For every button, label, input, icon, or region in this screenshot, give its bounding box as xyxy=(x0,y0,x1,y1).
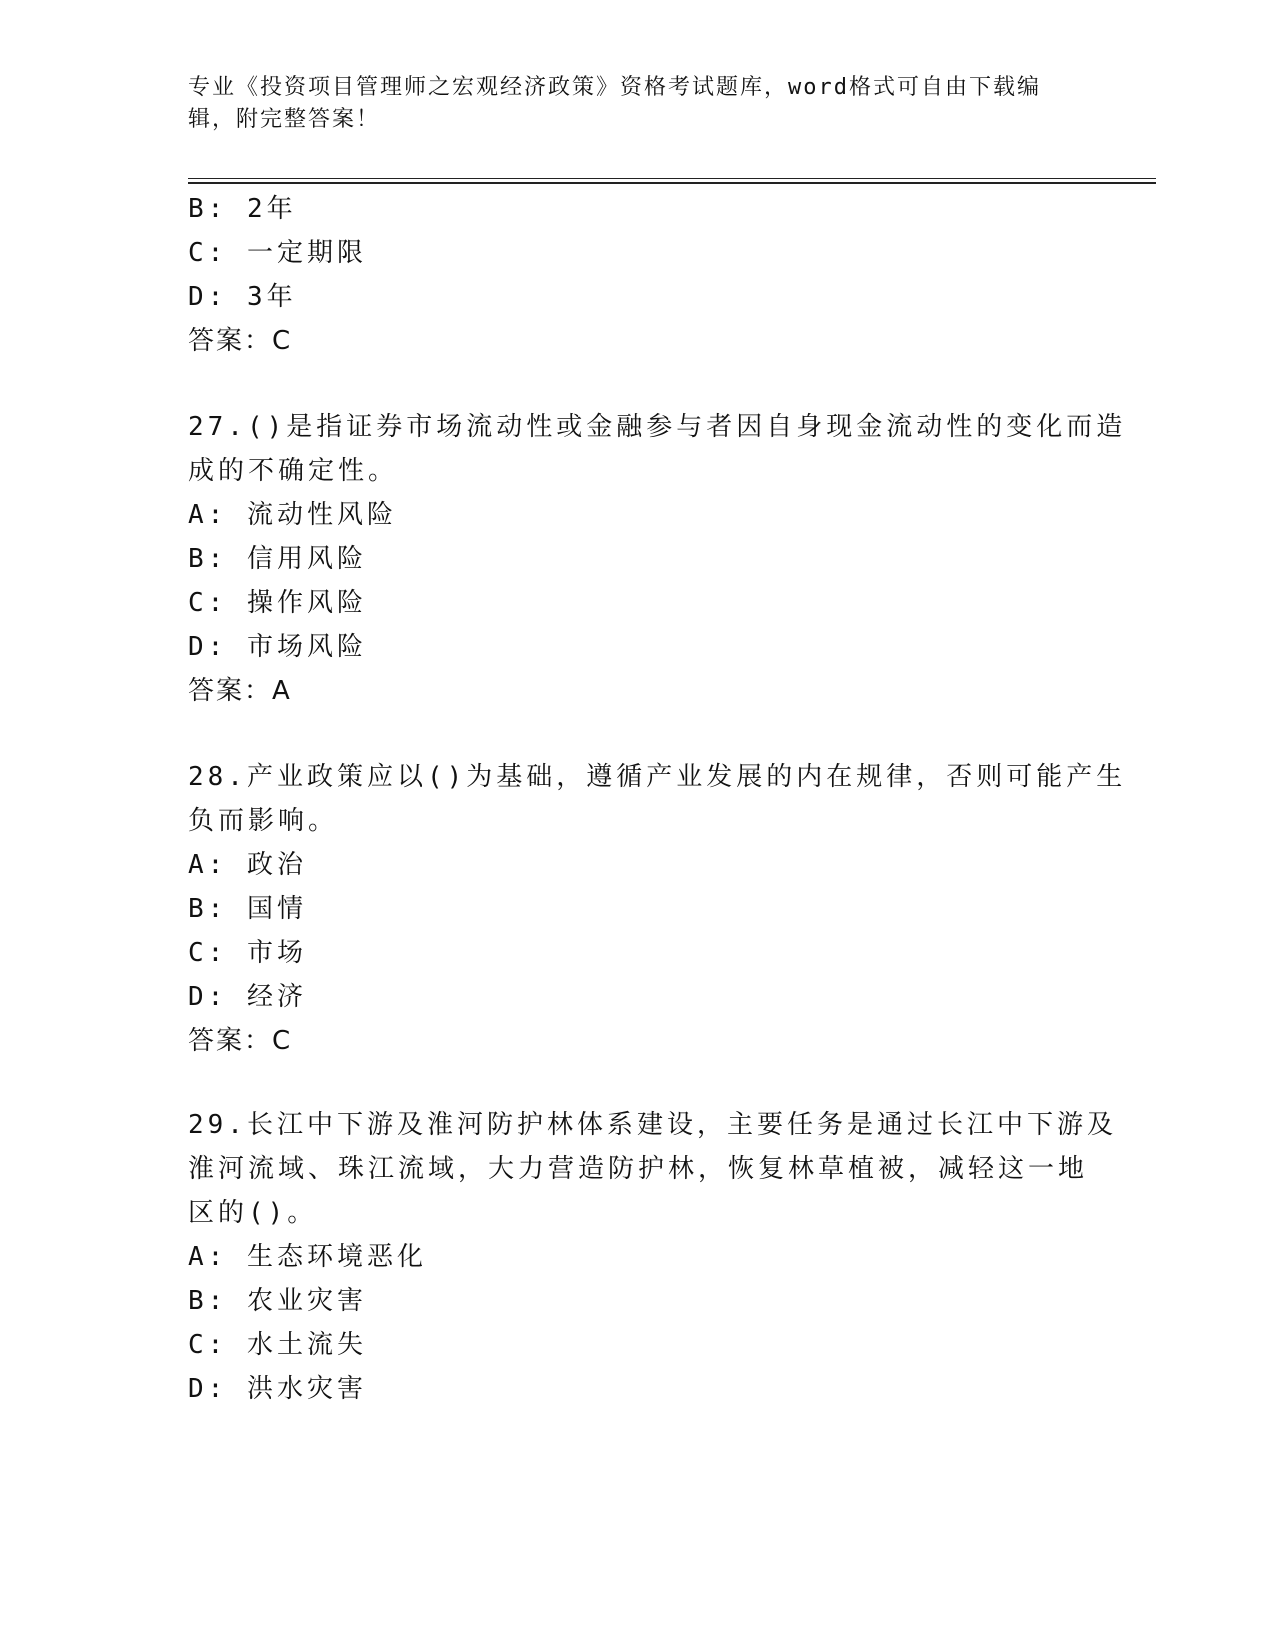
header-line-1: 专业《投资项目管理师之宏观经济政策》资格考试题库，word格式可自由下载编 xyxy=(188,75,1041,100)
q27-option-b: B: 信用风险 xyxy=(188,544,367,574)
q29-option-b: B: 农业灾害 xyxy=(188,1286,367,1316)
q29-option-a: A: 生态环境恶化 xyxy=(188,1242,427,1272)
q29-option-d: D: 洪水灾害 xyxy=(188,1374,367,1404)
q29-stem-line-3: 区的()。 xyxy=(188,1198,318,1228)
q28-option-c: C: 市场 xyxy=(188,938,307,968)
q28-option-b: B: 国情 xyxy=(188,894,307,924)
q26-option-d: D: 3年 xyxy=(188,282,297,312)
q26-answer: 答案：C xyxy=(188,326,293,356)
q27-option-c: C: 操作风险 xyxy=(188,588,367,618)
q28-answer: 答案：C xyxy=(188,1026,293,1056)
q27-option-d: D: 市场风险 xyxy=(188,632,367,662)
q27-option-a: A: 流动性风险 xyxy=(188,500,397,530)
q26-option-c: C: 一定期限 xyxy=(188,238,367,268)
document-header xyxy=(188,72,1068,136)
q29-option-c: C: 水土流失 xyxy=(188,1330,367,1360)
q28-stem-line-1: 28.产业政策应以()为基础，遵循产业发展的内在规律，否则可能产生 xyxy=(188,762,1127,792)
q26-option-b: B: 2年 xyxy=(188,194,297,224)
header-line-2: 辑，附完整答案！ xyxy=(188,107,381,132)
header-divider-thin xyxy=(188,178,1156,179)
q29-stem-line-1: 29.长江中下游及淮河防护林体系建设，主要任务是通过长江中下游及 xyxy=(188,1110,1117,1140)
q28-stem-line-2: 负而影响。 xyxy=(188,806,339,836)
q27-answer: 答案：A xyxy=(188,676,292,706)
q28-option-a: A: 政治 xyxy=(188,850,307,880)
header-divider-thick xyxy=(188,182,1156,184)
q27-stem-line-1: 27.()是指证券市场流动性或金融参与者因自身现金流动性的变化而造 xyxy=(188,412,1127,442)
q29-stem-line-2: 淮河流域、珠江流域，大力营造防护林，恢复林草植被，减轻这一地 xyxy=(188,1154,1089,1184)
q28-option-d: D: 经济 xyxy=(188,982,307,1012)
q27-stem-line-2: 成的不确定性。 xyxy=(188,456,399,486)
